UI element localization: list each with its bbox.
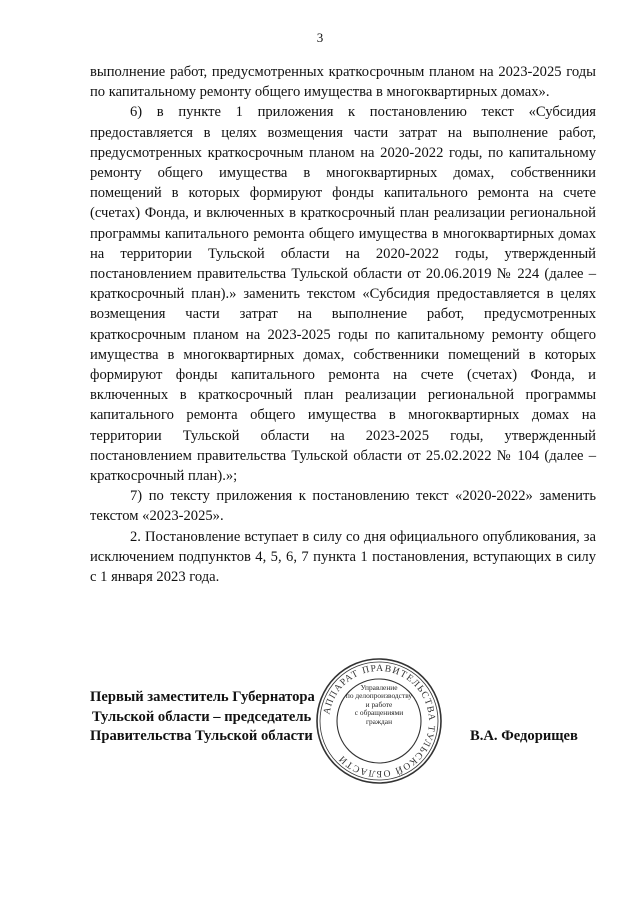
- stamp-ring-text: АППАРАТ ПРАВИТЕЛЬСТВА ТУЛЬСКОЙ ОБЛАСТИ: [321, 662, 438, 780]
- stamp-inner-text: [339, 684, 419, 726]
- paragraph-item-7: 7) по тексту приложения к постановлению текст «2020-2022» заменить текстом «2023-2025».: [90, 488, 596, 525]
- signatory-title-line-2: Тульской области – председатель: [92, 708, 312, 725]
- stamp-inner-line: граждан: [365, 716, 393, 726]
- paragraph-item-6: 6) в пункте 1 приложения к постановлению текст «Субсидия предоставляется в целях возмещения части затрат на выполнение работ, предусмотренных краткосрочным планом на 2020-2022 годы, по капитальному ремонту общего имущества в многоквартирных домах, собственники помещений в которых формируют фонды капитального ремонта на счете (счетах) Фонда, и включенных в краткосрочный план реализации региональной программы капитального ремонта общего имущества в многоквартирных домах на территории Тульской области на 2020-2022 годы, утвержденный постановлением правительства Тульской области от 20.06.2019 № 224 (далее – краткосрочный план).» заменить текстом «Субсидия предоставляется в целях возмещения части затрат на выполнение работ, предусмотренных краткосрочным планом на 2023-2025 годы по капитальному ремонту общего имущества в многоквартирных домах, собственники помещений в которых формируют фонды капитального ремонта на счете (счетах) Фонда, и включенных в краткосрочный план реализации региональной программы капитального ремонта общего имущества в многоквартирных домах на территории Тульской области на 2023-2025 годы, утвержденный постановлением правительства Тульской области от 25.02.2022 № 104 (далее – краткосрочный план).»;: [90, 104, 596, 485]
- stamp-inner-line: Управление: [360, 683, 398, 692]
- signatory-title-line-1: Первый заместитель Губернатора: [90, 689, 315, 705]
- paragraph-clause-2: 2. Постановление вступает в силу со дня официального опубликования, за исключением подпунктов 4, 5, 6, 7 пункта 1 постановления, вступающих в силу с 1 января 2023 года.: [90, 528, 596, 586]
- document-body: [90, 62, 596, 587]
- stamp-inner-line: по делопроизводству: [345, 691, 413, 701]
- official-stamp: [314, 656, 444, 786]
- signatory-title-line-3: Правительства Тульской области: [90, 728, 313, 744]
- stamp-inner-line: и работе: [365, 699, 393, 709]
- stamp-inner-line: с обращениями: [354, 708, 404, 718]
- page-number: 3: [316, 30, 324, 45]
- paragraph-continuation: выполнение работ, предусмотренных краткосрочным планом на 2023-2025 годы по капитальному ремонту общего имущества в многоквартирных домах».: [90, 64, 596, 101]
- signatory-name: В.А. Федорищев: [470, 728, 578, 744]
